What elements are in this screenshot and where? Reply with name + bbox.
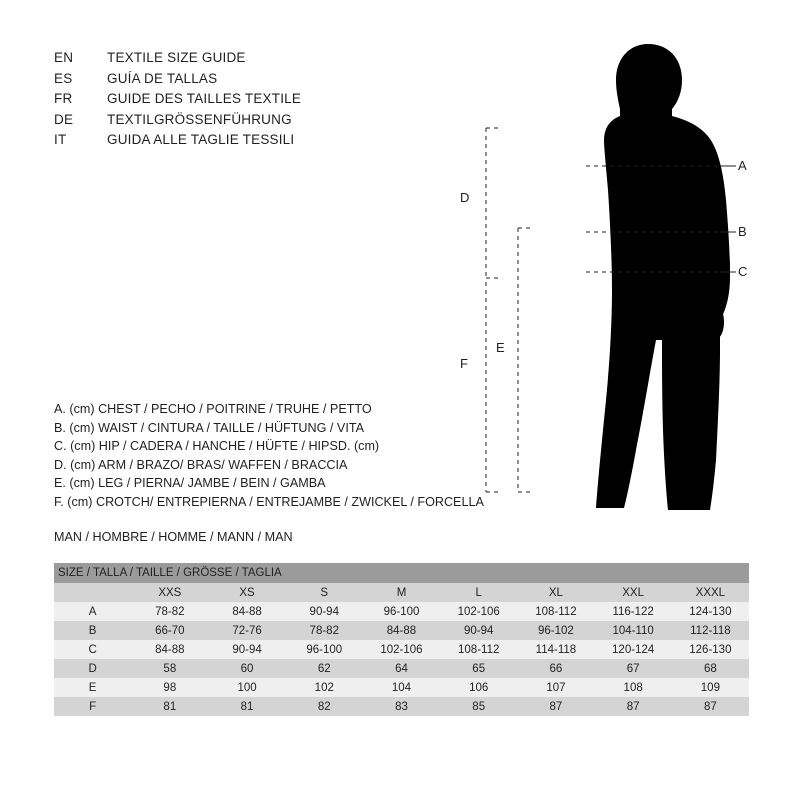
table-cell: 107 xyxy=(517,678,594,697)
column-header: XXL xyxy=(595,583,672,602)
table-cell: 67 xyxy=(595,659,672,678)
table-cell: 68 xyxy=(672,659,749,678)
size-table-wrapper xyxy=(54,563,749,716)
diagram-label-d: D xyxy=(460,190,470,205)
table-cell: 85 xyxy=(440,697,517,716)
table-cell: 84-88 xyxy=(208,602,285,621)
language-code: EN xyxy=(54,50,74,65)
table-row xyxy=(54,697,749,716)
language-row xyxy=(54,89,374,110)
language-title-block xyxy=(54,48,374,151)
table-cell: 83 xyxy=(363,697,440,716)
table-cell: 104-110 xyxy=(595,621,672,640)
language-row xyxy=(54,110,374,131)
table-row xyxy=(54,659,749,678)
column-header: XL xyxy=(517,583,594,602)
language-title: GUÍA DE TALLAS xyxy=(107,70,218,86)
diagram-label-a: A xyxy=(738,158,747,173)
language-code: IT xyxy=(54,132,67,147)
legend-item-f: F. (cm) CROTCH/ ENTREPIERNA / ENTREJAMBE / ZWICKEL / FORCELLA xyxy=(54,494,484,509)
table-cell: 96-100 xyxy=(363,602,440,621)
table-row xyxy=(54,621,749,640)
legend-item-d: D. (cm) ARM / BRAZO/ BRAS/ WAFFEN / BRACCIA xyxy=(54,457,348,472)
diagram-label-b: B xyxy=(738,224,747,239)
table-cell: 102 xyxy=(286,678,363,697)
table-cell: 84-88 xyxy=(131,640,208,659)
table-cell: 102-106 xyxy=(363,640,440,659)
table-cell: 96-100 xyxy=(286,640,363,659)
diagram-label-f: F xyxy=(460,356,468,371)
language-title: TEXTILE SIZE GUIDE xyxy=(107,50,246,65)
table-cell: 104 xyxy=(363,678,440,697)
table-cell: 96-102 xyxy=(517,621,594,640)
table-cell: 114-118 xyxy=(517,640,594,659)
row-label: F xyxy=(54,697,131,716)
table-cell: 58 xyxy=(131,659,208,678)
table-header-filler xyxy=(286,563,749,583)
language-code: ES xyxy=(54,70,73,86)
table-cell: 90-94 xyxy=(208,640,285,659)
table-cell: 126-130 xyxy=(672,640,749,659)
column-header: M xyxy=(363,583,440,602)
table-cell: 120-124 xyxy=(595,640,672,659)
table-cell: 87 xyxy=(595,697,672,716)
table-column-header-row xyxy=(54,583,749,602)
table-cell: 64 xyxy=(363,659,440,678)
column-header-blank xyxy=(54,583,131,602)
row-label: D xyxy=(54,659,131,678)
language-title: GUIDE DES TAILLES TEXTILE xyxy=(107,91,302,106)
table-title-cell: SIZE / TALLA / TAILLE / GRÖSSE / TAGLIA xyxy=(54,563,286,583)
table-cell: 78-82 xyxy=(131,602,208,621)
table-cell: 62 xyxy=(286,659,363,678)
legend-item-b: B. (cm) WAIST / CINTURA / TAILLE / HÜFTUNG / VITA xyxy=(54,420,364,435)
legend-item-c: C. (cm) HIP / CADERA / HANCHE / HÜFTE / HIPSD. (cm) xyxy=(54,439,380,454)
table-cell: 81 xyxy=(131,697,208,716)
table-cell: 108-112 xyxy=(517,602,594,621)
language-row xyxy=(54,69,374,90)
column-header: XXXL xyxy=(672,583,749,602)
language-title: TEXTILGRÖSSENFÜHRUNG xyxy=(107,111,292,127)
column-header: XS xyxy=(208,583,285,602)
size-table xyxy=(54,563,749,716)
table-row xyxy=(54,678,749,697)
language-row xyxy=(54,48,374,69)
table-cell: 60 xyxy=(208,659,285,678)
body-measurement-diagram xyxy=(420,20,790,540)
table-cell: 65 xyxy=(440,659,517,678)
table-header-row xyxy=(54,563,749,583)
legend-item-a: A. (cm) CHEST / PECHO / POITRINE / TRUHE / PETTO xyxy=(54,402,372,416)
table-cell: 102-106 xyxy=(440,602,517,621)
table-cell: 84-88 xyxy=(363,621,440,640)
row-label: E xyxy=(54,678,131,697)
column-header: L xyxy=(440,583,517,602)
man-silhouette-icon xyxy=(596,44,730,510)
diagram-label-c: C xyxy=(738,264,748,279)
language-title: GUIDA ALLE TAGLIE TESSILI xyxy=(107,132,295,147)
legend-item-e: E. (cm) LEG / PIERNA/ JAMBE / BEIN / GAMBA xyxy=(54,476,326,491)
table-cell: 108-112 xyxy=(440,640,517,659)
table-row xyxy=(54,602,749,621)
gender-line: MAN / HOMBRE / HOMME / MANN / MAN xyxy=(54,530,293,544)
table-cell: 72-76 xyxy=(208,621,285,640)
table-cell: 81 xyxy=(208,697,285,716)
table-cell: 124-130 xyxy=(672,602,749,621)
row-label: C xyxy=(54,640,131,659)
table-cell: 78-82 xyxy=(286,621,363,640)
table-cell: 87 xyxy=(672,697,749,716)
column-header: S xyxy=(286,583,363,602)
table-cell: 90-94 xyxy=(440,621,517,640)
table-cell: 82 xyxy=(286,697,363,716)
language-code: FR xyxy=(54,91,73,106)
language-code: DE xyxy=(54,111,74,127)
table-cell: 100 xyxy=(208,678,285,697)
table-cell: 66 xyxy=(517,659,594,678)
table-cell: 66-70 xyxy=(131,621,208,640)
table-cell: 109 xyxy=(672,678,749,697)
row-label: A xyxy=(54,602,131,621)
table-cell: 108 xyxy=(595,678,672,697)
row-label: B xyxy=(54,621,131,640)
table-cell: 98 xyxy=(131,678,208,697)
table-row xyxy=(54,640,749,659)
diagram-label-e: E xyxy=(496,340,505,355)
language-row xyxy=(54,130,374,151)
table-cell: 87 xyxy=(517,697,594,716)
table-cell: 112-118 xyxy=(672,621,749,640)
table-cell: 116-122 xyxy=(595,602,672,621)
table-cell: 90-94 xyxy=(286,602,363,621)
table-cell: 106 xyxy=(440,678,517,697)
column-header: XXS xyxy=(131,583,208,602)
